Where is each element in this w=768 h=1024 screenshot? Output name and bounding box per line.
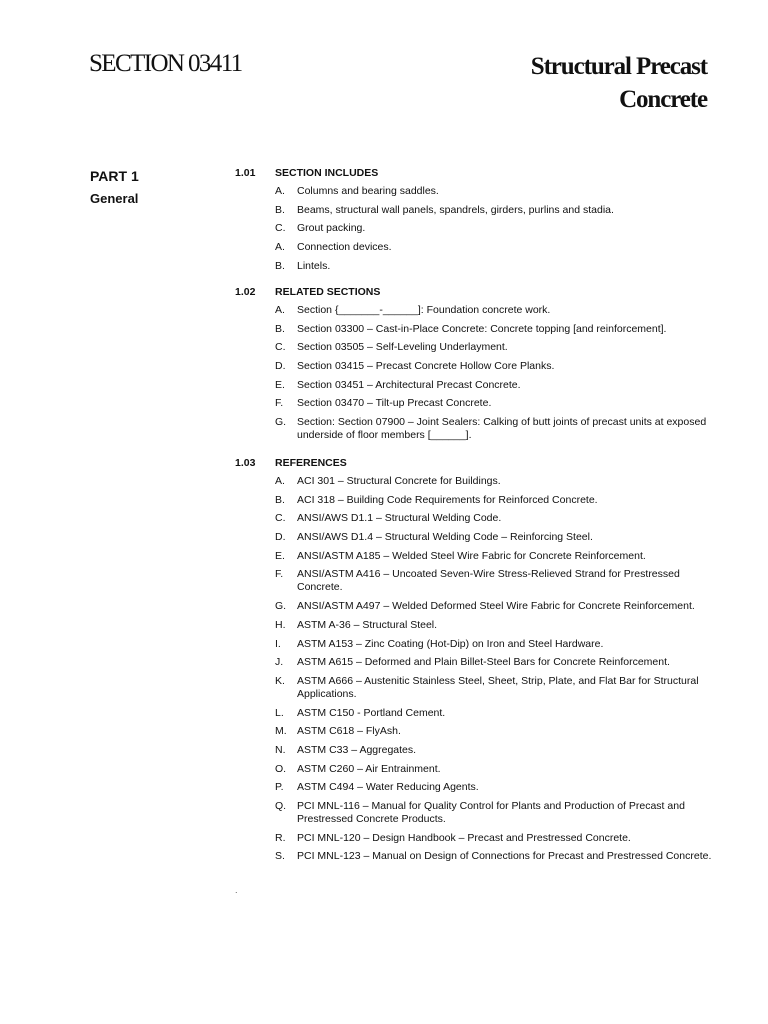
- item-text: Section 03300 – Cast-in-Place Concrete: Concrete topping [and reinforcement].: [297, 322, 667, 335]
- item-text: PCI MNL-123 – Manual on Design of Connections for Precast and Prestressed Concrete.: [297, 850, 712, 863]
- item-letter: B.: [275, 322, 285, 335]
- list-item: [235, 850, 715, 863]
- item-text: Grout packing.: [297, 222, 366, 235]
- article-heading: [235, 286, 715, 304]
- item-letter: A.: [275, 475, 285, 487]
- list-item: [235, 550, 715, 563]
- article-heading: [235, 457, 715, 475]
- part-label: PART 1: [90, 168, 139, 184]
- item-text: ASTM C618 – FlyAsh.: [297, 725, 401, 738]
- item-text: Beams, structural wall panels, spandrels, girders, purlins and stadia.: [297, 203, 614, 216]
- item-letter: C.: [275, 512, 286, 525]
- list-item: [235, 832, 715, 845]
- item-text: PCI MNL-116 – Manual for Quality Control for Plants and Production of Precast and Prestressed Concrete Products.: [297, 800, 685, 825]
- list-item: [235, 341, 715, 354]
- list-item: [235, 379, 715, 392]
- item-letter: O.: [275, 762, 287, 775]
- list-item: [235, 204, 715, 217]
- list-item: [235, 600, 715, 613]
- article-title: RELATED SECTIONS: [275, 286, 381, 298]
- list-item: [235, 638, 715, 651]
- item-letter: A.: [275, 304, 285, 316]
- item-text: Section 03470 – Tilt-up Precast Concrete.: [297, 397, 492, 410]
- item-text: Connection devices.: [297, 241, 392, 254]
- list-item: [235, 744, 715, 757]
- item-text: ASTM C494 – Water Reducing Agents.: [297, 781, 479, 794]
- list-item: [235, 222, 715, 235]
- list-item: [235, 416, 715, 442]
- item-letter: A.: [275, 185, 285, 197]
- list-item: [235, 725, 715, 738]
- item-letter: H.: [275, 618, 286, 631]
- list-item: [235, 494, 715, 507]
- section-number: SECTION 03411: [89, 50, 242, 77]
- item-letter: J.: [275, 656, 284, 669]
- item-letter: D.: [275, 360, 286, 373]
- list-item: [235, 323, 715, 336]
- article-related-sections: [235, 286, 715, 448]
- list-item: [235, 656, 715, 669]
- list-item: [235, 475, 715, 488]
- list-item: [235, 568, 715, 594]
- item-text: Columns and bearing saddles.: [297, 185, 439, 197]
- list-item: [235, 619, 715, 632]
- article-items: [235, 185, 715, 273]
- item-text: ASTM A-36 – Structural Steel.: [297, 618, 438, 631]
- list-item: [235, 397, 715, 410]
- item-text: ANSI/ASTM A416 – Uncoated Seven-Wire Stress-Relieved Strand for Prestressed Concrete.: [297, 568, 680, 594]
- list-item: [235, 675, 715, 701]
- item-text: Section 03505 – Self-Leveling Underlayment.: [297, 341, 508, 354]
- item-text: ANSI/ASTM A497 – Welded Deformed Steel Wire Fabric for Concrete Reinforcement.: [297, 600, 695, 613]
- item-text: ASTM A615 – Deformed and Plain Billet-Steel Bars for Concrete Reinforcement.: [297, 656, 670, 669]
- section-title-line-1: Structural Precast: [530, 53, 707, 80]
- list-item: [235, 241, 715, 254]
- list-item: [235, 260, 715, 273]
- list-item: [235, 707, 715, 720]
- item-letter: B.: [275, 259, 285, 272]
- article-heading: [235, 167, 715, 185]
- item-letter: K.: [275, 674, 285, 687]
- item-text: PCI MNL-120 – Design Handbook – Precast and Prestressed Concrete.: [297, 831, 631, 844]
- item-letter: C.: [275, 341, 286, 354]
- item-letter: L.: [275, 706, 284, 719]
- item-letter: G.: [275, 416, 287, 429]
- stray-mark: .: [235, 885, 238, 895]
- item-text: ACI 301 – Structural Concrete for Buildings.: [297, 475, 501, 487]
- list-item: [235, 763, 715, 776]
- article-number: 1.03: [235, 457, 256, 469]
- item-letter: C.: [275, 222, 286, 235]
- article-items: [235, 304, 715, 442]
- item-letter: B.: [275, 493, 285, 506]
- item-text: ACI 318 – Building Code Requirements for Reinforced Concrete.: [297, 493, 598, 506]
- list-item: [235, 185, 715, 198]
- item-letter: R.: [275, 831, 286, 844]
- article-number: 1.01: [235, 167, 256, 179]
- item-letter: M.: [275, 725, 287, 738]
- list-item: [235, 304, 715, 317]
- article-number: 1.02: [235, 286, 256, 298]
- item-text: Section: Section 07900 – Joint Sealers: Calking of butt joints of precast units at exposed underside of floor members [______].: [297, 416, 707, 442]
- item-text: ANSI/AWS D1.1 – Structural Welding Code.: [297, 512, 502, 525]
- item-letter: N.: [275, 743, 286, 756]
- item-letter: Q.: [275, 800, 287, 812]
- item-text: ANSI/ASTM A185 – Welded Steel Wire Fabric for Concrete Reinforcement.: [297, 549, 646, 562]
- list-item: [235, 800, 715, 826]
- item-letter: F.: [275, 397, 284, 410]
- item-letter: B.: [275, 203, 285, 216]
- item-letter: F.: [275, 568, 284, 581]
- item-letter: E.: [275, 549, 285, 562]
- list-item: [235, 360, 715, 373]
- section-title: [531, 50, 707, 116]
- item-letter: P.: [275, 781, 284, 794]
- list-item: [235, 512, 715, 525]
- article-items: [235, 475, 715, 863]
- item-letter: G.: [275, 600, 287, 613]
- article-references: [235, 457, 715, 869]
- list-item: [235, 781, 715, 794]
- item-text: ASTM C150 - Portland Cement.: [297, 706, 446, 719]
- item-letter: S.: [275, 850, 285, 863]
- article-title: SECTION INCLUDES: [275, 167, 379, 179]
- item-text: ASTM A666 – Austenitic Stainless Steel, Sheet, Strip, Plate, and Flat Bar for Structural Applications.: [297, 674, 699, 700]
- article-title: REFERENCES: [275, 457, 347, 469]
- item-letter: I.: [275, 637, 281, 650]
- list-item: [235, 531, 715, 544]
- item-text: ASTM A153 – Zinc Coating (Hot-Dip) on Iron and Steel Hardware.: [297, 637, 604, 650]
- item-letter: D.: [275, 531, 286, 544]
- part-name: General: [90, 191, 139, 206]
- item-text: Lintels.: [297, 259, 331, 272]
- article-section-includes: [235, 167, 715, 278]
- item-text: Section 03451 – Architectural Precast Concrete.: [297, 378, 521, 391]
- item-text: ASTM C33 – Aggregates.: [297, 743, 417, 756]
- item-letter: A.: [275, 241, 285, 254]
- section-title-line-2: Concrete: [619, 86, 707, 113]
- item-text: ASTM C260 – Air Entrainment.: [297, 762, 441, 775]
- item-text: Section {_______-______]: Foundation concrete work.: [297, 304, 551, 316]
- item-letter: E.: [275, 378, 285, 391]
- item-text: ANSI/AWS D1.4 – Structural Welding Code – Reinforcing Steel.: [297, 531, 593, 544]
- item-text: Section 03415 – Precast Concrete Hollow Core Planks.: [297, 360, 555, 373]
